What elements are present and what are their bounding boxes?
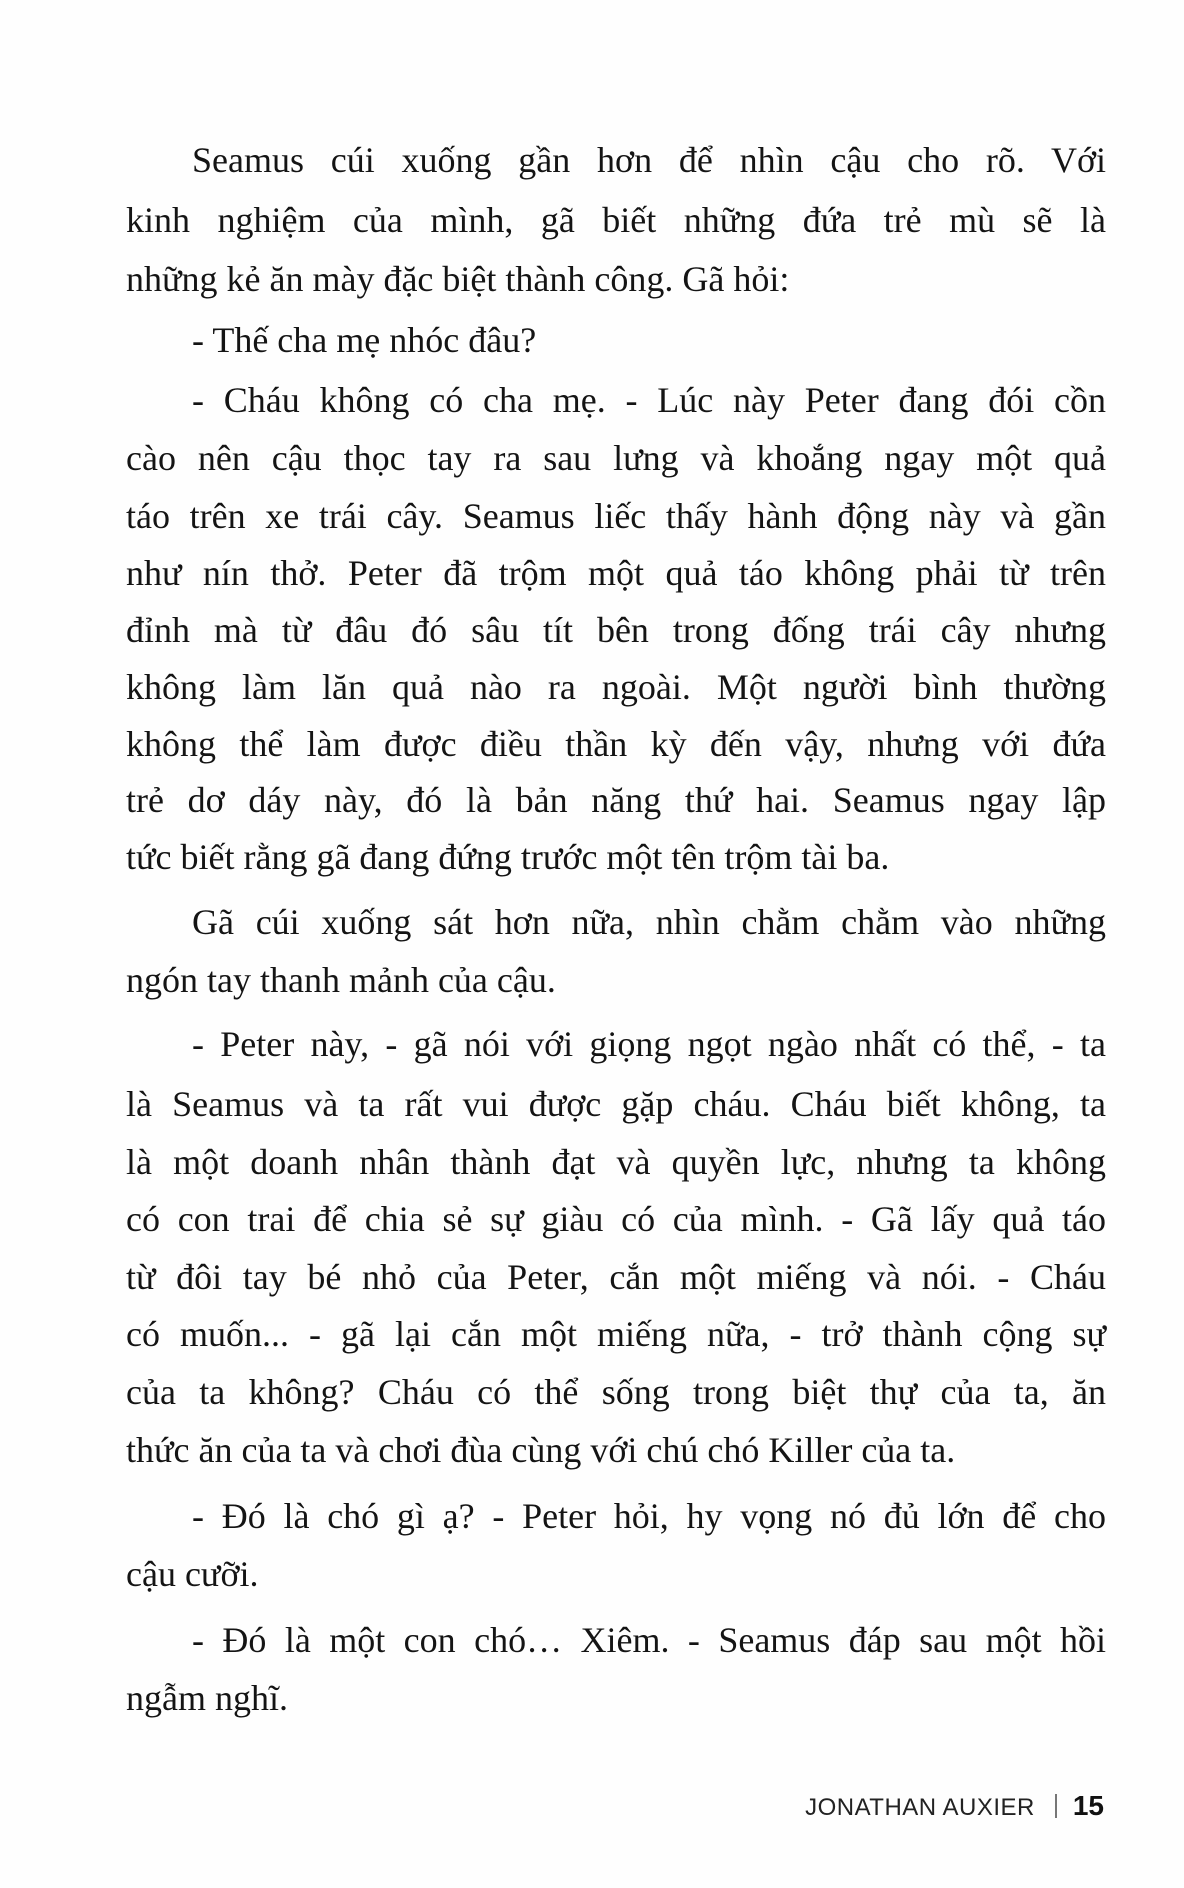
text-line: trẻ dơ dáy này, đó là bản năng thứ hai. Seamus ngay lập [126,780,1106,820]
text-line: ngón tay thanh mảnh của cậu. [126,960,556,1000]
text-line: không thể làm được điều thần kỳ đến vậy, nhưng với đứa [126,724,1106,764]
text-line: tức biết rằng gã đang đứng trước một tên trộm tài ba. [126,837,890,877]
text-line: là một doanh nhân thành đạt và quyền lực, nhưng ta không [126,1142,1106,1182]
text-line: Gã cúi xuống sát hơn nữa, nhìn chằm chằm vào những [192,902,1106,942]
text-line: có con trai để chia sẻ sự giàu có của mình. - Gã lấy quả táo [126,1199,1106,1239]
page-number: 15 [1072,1790,1104,1821]
text-line: ngẫm nghĩ. [126,1678,288,1718]
text-line: thức ăn của ta và chơi đùa cùng với chú chó Killer của ta. [126,1430,956,1470]
text-line: cậu cưỡi. [126,1554,259,1594]
text-line: - Cháu không có cha mẹ. - Lúc này Peter đang đói cồn [192,380,1106,420]
text-line: táo trên xe trái cây. Seamus liếc thấy hành động này và gần [126,496,1106,536]
text-line: từ đôi tay bé nhỏ của Peter, cắn một miếng và nói. - Cháu [126,1257,1106,1297]
text-line: đỉnh mà từ đâu đó sâu tít bên trong đống trái cây nhưng [126,610,1106,650]
text-line: - Thế cha mẹ nhóc đâu? [192,320,537,360]
text-line: Seamus cúi xuống gần hơn để nhìn cậu cho rõ. Với [192,140,1106,180]
text-line: có muốn... - gã lại cắn một miếng nữa, - trở thành cộng sự [126,1314,1106,1354]
text-line: cào nên cậu thọc tay ra sau lưng và khoắng ngay một quả [126,438,1106,478]
text-line: của ta không? Cháu có thể sống trong biệt thự của ta, ăn [126,1372,1106,1412]
text-line: những kẻ ăn mày đặc biệt thành công. Gã hỏi: [126,259,790,299]
text-line: không làm lăn quả nào ra ngoài. Một người bình thường [126,667,1106,707]
text-line: như nín thở. Peter đã trộm một quả táo không phải từ trên [126,553,1106,593]
text-line: kinh nghiệm của mình, gã biết những đứa trẻ mù sẽ là [126,200,1106,240]
text-line: là Seamus và ta rất vui được gặp cháu. Cháu biết không, ta [126,1084,1106,1124]
text-line: - Peter này, - gã nói với giọng ngọt ngào nhất có thể, - ta [192,1024,1106,1064]
footer-separator [1055,1794,1057,1818]
text-line: - Đó là chó gì ạ? - Peter hỏi, hy vọng nó đủ lớn để cho [192,1496,1106,1536]
page-footer [700,1790,1104,1822]
text-line: - Đó là một con chó… Xiêm. - Seamus đáp sau một hồi [192,1620,1106,1660]
running-head-author: JONATHAN AUXIER [805,1794,1035,1821]
